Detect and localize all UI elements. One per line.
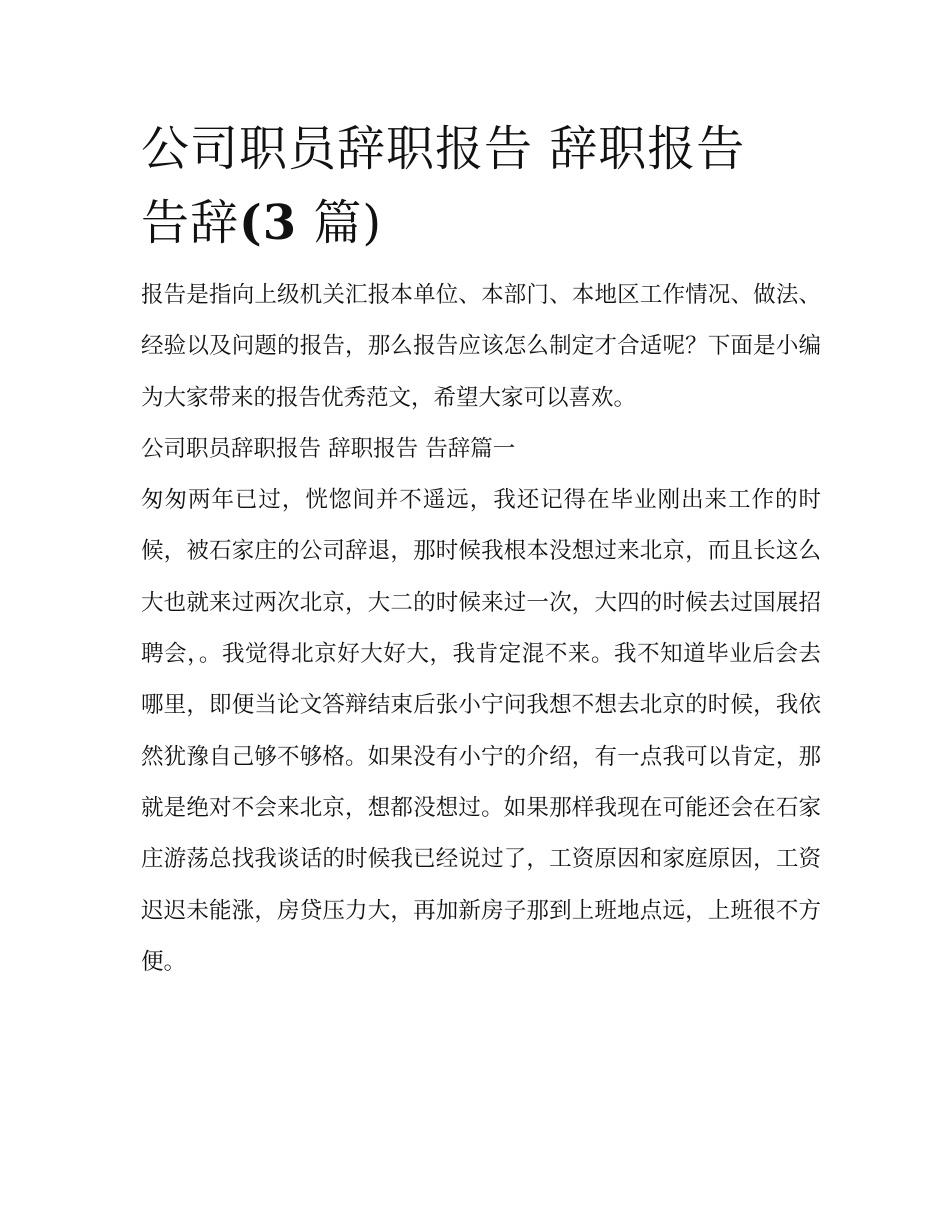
document-content [141,112,821,988]
intro-paragraph: 报告是指向上级机关汇报本单位、本部门、本地区工作情况、做法、经验以及问题的报告，那么报告应该怎么制定才合适呢？下面是小编为大家带来的报告优秀范文，希望大家可以喜欢。 [141,282,821,411]
title-line-1: 公司职员辞职报告 辞职报告 [141,121,746,177]
document-title [141,112,781,260]
section-heading: 公司职员辞职报告 辞职报告 告辞篇一 [141,435,516,462]
title-line-2-suffix: 篇) [297,195,383,251]
title-line-2-prefix: 告辞 [141,195,240,251]
body-paragraph: 匆匆两年已过，恍惚间并不遥远，我还记得在毕业刚出来工作的时候，被石家庄的公司辞退，那时候我根本没想过来北京，而且长这么大也就来过两次北京，大二的时候来过一次，大四的时候去过国展招聘会，。我觉得北京好大好大，我肯定混不来。我不知道毕业后会去哪里，即便当论文答辩结束后张小宁问我想不想去北京的时候，我依然犹豫自己够不够格。如果没有小宁的介绍，有一点我可以肯定，那就是绝对不会来北京，想都没想过。如果那样我现在可能还会在石家庄游荡总找我谈话的时候我已经说过了，工资原因和家庭原因，工资迟迟未能涨，房贷压力大，再加新房子那到上班地点远，上班很不方便。 [141,487,821,975]
title-count: 3 [262,195,298,251]
title-paren-open: ( [239,195,263,251]
